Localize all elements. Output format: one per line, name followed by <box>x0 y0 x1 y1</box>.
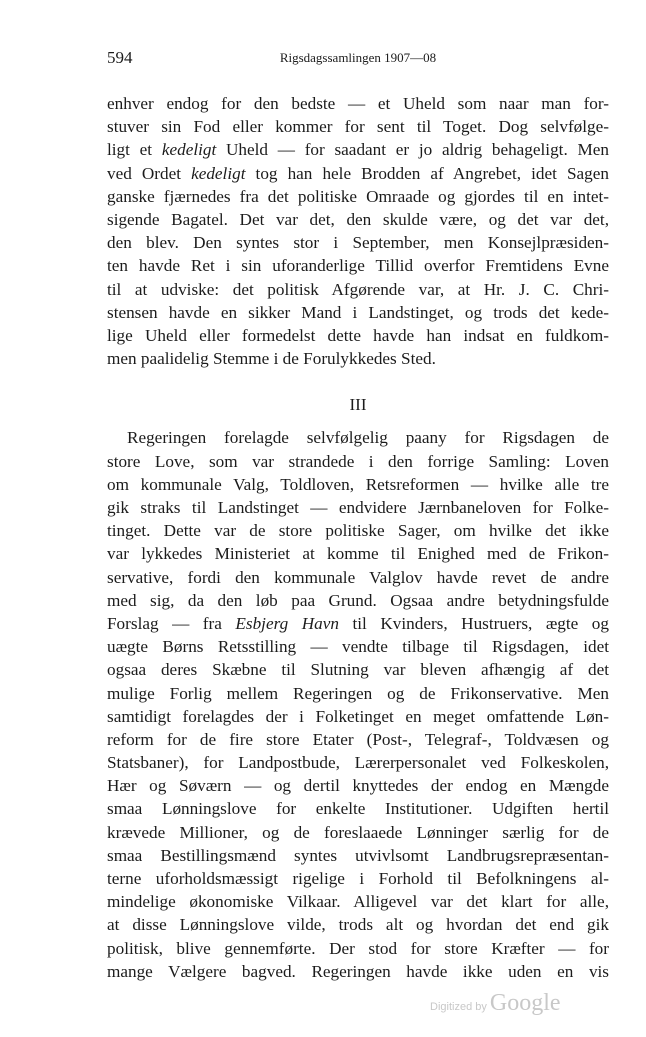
text-line <box>107 324 609 347</box>
text-segment: gik straks til Landstinget — endvidere Jærnbaneloven for Folke- <box>107 498 609 517</box>
text-line <box>107 612 609 635</box>
text-line <box>107 797 609 820</box>
text-line <box>107 844 609 867</box>
text-segment: mulige Forlig mellem Regeringen og de Frikonservative. Men <box>107 683 609 703</box>
text-segment: den blev. Den syntes stor i September, men Konsejlpræsiden- <box>107 233 609 253</box>
text-segment: Forslag — fra <box>107 613 236 633</box>
text-segment: politisk, blive gennemførte. Der stod for store Kræfter — for <box>107 938 609 958</box>
text-segment: ogsaa deres Skæbne til Slutning var bleven afhængig af det <box>107 660 609 680</box>
page-header <box>107 48 609 70</box>
text-segment: reform for de fire store Etater (Post-, Telegraf-, Toldvæsen og <box>107 729 609 749</box>
text-line <box>107 635 609 658</box>
text-line <box>107 347 609 370</box>
text-line <box>107 278 609 301</box>
text-segment: stensen havde en sikker Mand i Landstinget, og trods det kede- <box>107 302 609 322</box>
text-line <box>107 705 609 728</box>
text-segment: uægte Børns Retsstilling — vendte tilbage til Rigsdagen, idet <box>107 637 609 657</box>
section-number: III <box>349 395 367 415</box>
italic-text: kedeligt <box>191 163 246 183</box>
text-segment: ganske fjærnedes fra det politiske Omraade og gjordes til en intet- <box>107 186 609 206</box>
text-line <box>107 231 609 254</box>
text-segment: til at udviske: det politisk Afgørende var, at Hr. J. C. Chri- <box>107 279 609 299</box>
text-segment: tog han hele Brodden af Angrebet, idet Sagen <box>245 163 609 183</box>
text-segment: krævede Millioner, og de foreslaaede Lønninger særlig for de <box>107 822 609 842</box>
paragraph-1 <box>107 92 609 370</box>
text-segment: enhver endog for den bedste — et Uheld som naar man for- <box>107 94 609 113</box>
text-line <box>107 301 609 324</box>
text-line <box>107 519 609 542</box>
text-segment: mindelige økonomiske Vilkaar. Alligevel var det klart for alle, <box>107 892 609 912</box>
text-segment: tinget. Dette var de store politiske Sager, om hvilke det ikke <box>107 521 609 541</box>
text-line <box>107 589 609 612</box>
text-line <box>107 821 609 844</box>
text-segment: ligt et <box>107 140 162 160</box>
text-line <box>107 913 609 936</box>
text-line <box>107 208 609 231</box>
text-segment: stuver sin Fod eller kommer for sent til Toget. Dog selvfølge- <box>107 117 609 137</box>
paragraph-2 <box>107 426 609 983</box>
text-line <box>107 658 609 681</box>
text-segment: om kommunale Valg, Toldloven, Retsreformen — hvilke alle tre <box>107 474 609 494</box>
text-line <box>107 960 609 983</box>
text-segment: terne uforholdsmæssigt rigelige i Forhold til Befolkningens al- <box>107 869 609 888</box>
italic-text: kedeligt <box>161 140 217 160</box>
text-segment: smaa Bestillingsmænd syntes utvivlsomt Landbrugsrepræsentan- <box>107 845 609 865</box>
text-line <box>107 890 609 913</box>
text-line <box>107 426 609 449</box>
text-line <box>107 566 609 589</box>
italic-text: Esbjerg Havn <box>235 613 339 633</box>
text-segment: samtidigt forelagdes der i Folketinget en meget omfattende Løn- <box>107 706 609 726</box>
running-head: Rigsdagssamlingen 1907—08 <box>279 50 437 65</box>
text-line <box>107 542 609 565</box>
text-segment: smaa Lønningslove for enkelte Institutioner. Udgiften hertil <box>107 799 609 819</box>
text-line <box>107 254 609 277</box>
text-line <box>107 138 609 161</box>
text-segment: servative, fordi den kommunale Valglov havde revet de andre <box>107 567 609 587</box>
watermark-google-logo: Google <box>489 990 561 1016</box>
text-segment: til Kvinders, Hustruers, ægte og <box>338 613 609 633</box>
text-segment: store Love, som var strandede i den forrige Samling: Loven <box>107 451 609 471</box>
text-segment: at disse Lønningslove vilde, trods alt og hvordan det end gik <box>107 915 609 935</box>
text-segment: lige Uheld eller formedelst dette havde han indsat en fuldkom- <box>107 325 609 345</box>
text-line <box>107 92 609 115</box>
digitized-watermark <box>430 990 561 1017</box>
text-line <box>107 450 609 473</box>
text-segment: men paalidelig Stemme i de Forulykkedes Sted. <box>107 349 436 369</box>
text-line <box>107 728 609 751</box>
text-segment: ved Ordet <box>107 163 192 183</box>
text-line <box>107 496 609 519</box>
page-number: 594 <box>107 48 133 67</box>
text-segment: med sig, da den løb paa Grund. Ogsaa andre betydningsfulde <box>107 590 609 610</box>
text-line <box>107 867 609 890</box>
text-line <box>107 162 609 185</box>
text-line <box>107 473 609 496</box>
text-segment: Statsbaner), for Landpostbude, Lærerpersonalet ved Folkeskolen, <box>107 753 609 773</box>
text-line <box>107 185 609 208</box>
text-line <box>107 774 609 797</box>
text-line <box>107 751 609 774</box>
text-segment: ten havde Ret i sin uforanderlige Tillid overfor Fremtidens Evne <box>107 256 609 276</box>
watermark-small-text: Digitized by <box>430 1001 490 1013</box>
text-line <box>107 115 609 138</box>
text-segment: Regeringen forelagde selvfølgelig paany for Rigsdagen de <box>127 428 609 448</box>
text-segment: Uheld — for saadant er jo aldrig behageligt. Men <box>216 140 609 160</box>
text-line <box>107 937 609 960</box>
body-text <box>107 92 609 983</box>
text-segment: sigende Bagatel. Det var det, den skulde være, og det var det, <box>107 209 609 229</box>
text-segment: mange Vælgere bagved. Regeringen havde ikke uden en vis <box>107 961 609 981</box>
text-segment: Hær og Søværn — og dertil knyttedes der endog en Mængde <box>107 776 609 796</box>
text-line <box>107 682 609 705</box>
text-segment: var lykkedes Ministeriet at komme til Enighed med de Frikon- <box>107 544 609 564</box>
